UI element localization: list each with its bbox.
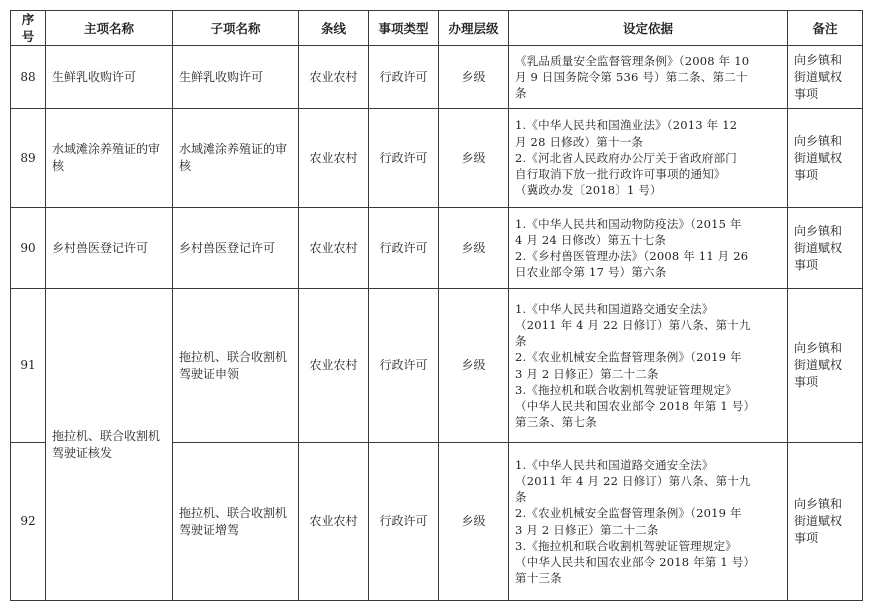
table-row [11, 46, 863, 109]
row-no: 89 [11, 109, 46, 208]
table-row [11, 289, 863, 443]
row-sub-item: 拖拉机、联合收割机驾驶证增驾 [173, 443, 299, 601]
row-level: 乡级 [439, 208, 509, 289]
row-level: 乡级 [439, 289, 509, 443]
row-sub-item: 水域滩涂养殖证的审核 [173, 109, 299, 208]
row-line: 农业农村 [299, 208, 369, 289]
row-line: 农业农村 [299, 46, 369, 109]
header-line: 条线 [299, 11, 369, 46]
row-main-item: 拖拉机、联合收割机驾驶证核发 [46, 289, 173, 601]
row-type: 行政许可 [369, 289, 439, 443]
row-basis: 1.《中华人民共和国道路交通安全法》 （2011 年 4 月 22 日修订）第八条、第十九 条 2.《农业机械安全监督管理条例》（2019 年 3 月 2 日修正）第二十二条 3.《拖拉机和联合收割机驾驶证管理规定》 （中华人民共和国农业部令 2018 年第 1 号） 第十三条 [509, 443, 788, 601]
row-type: 行政许可 [369, 208, 439, 289]
header-sub-item: 子项名称 [173, 11, 299, 46]
table-header-row [11, 11, 863, 46]
row-sub-item: 乡村兽医登记许可 [173, 208, 299, 289]
row-level: 乡级 [439, 46, 509, 109]
row-main-item: 水域滩涂养殖证的审核 [46, 109, 173, 208]
row-line: 农业农村 [299, 443, 369, 601]
row-no: 92 [11, 443, 46, 601]
table-row [11, 208, 863, 289]
row-type: 行政许可 [369, 443, 439, 601]
row-sub-item: 拖拉机、联合收割机驾驶证申领 [173, 289, 299, 443]
row-remark: 向乡镇和 街道赋权 事项 [788, 289, 863, 443]
permission-items-table [10, 10, 863, 601]
row-line: 农业农村 [299, 109, 369, 208]
header-type: 事项类型 [369, 11, 439, 46]
row-basis: 1.《中华人民共和国渔业法》（2013 年 12 月 28 日修改）第十一条 2.《河北省人民政府办公厅关于省政府部门 自行取消下放一批行政许可事项的通知》 （冀政办发〔2018〕1 号） [509, 109, 788, 208]
row-remark: 向乡镇和 街道赋权 事项 [788, 443, 863, 601]
header-no: 序号 [11, 11, 46, 46]
header-level: 办理层级 [439, 11, 509, 46]
row-level: 乡级 [439, 443, 509, 601]
row-remark: 向乡镇和 街道赋权 事项 [788, 109, 863, 208]
row-sub-item: 生鲜乳收购许可 [173, 46, 299, 109]
row-no: 90 [11, 208, 46, 289]
row-no: 88 [11, 46, 46, 109]
row-line: 农业农村 [299, 289, 369, 443]
header-remark: 备注 [788, 11, 863, 46]
row-basis: 《乳品质量安全监督管理条例》（2008 年 10 月 9 日国务院令第 536 号）第二条、第二十 条 [509, 46, 788, 109]
row-remark: 向乡镇和 街道赋权 事项 [788, 46, 863, 109]
table-row [11, 109, 863, 208]
row-no: 91 [11, 289, 46, 443]
row-type: 行政许可 [369, 46, 439, 109]
header-basis: 设定依据 [509, 11, 788, 46]
row-basis: 1.《中华人民共和国道路交通安全法》 （2011 年 4 月 22 日修订）第八条、第十九 条 2.《农业机械安全监督管理条例》（2019 年 3 月 2 日修正）第二十二条 3.《拖拉机和联合收割机驾驶证管理规定》 （中华人民共和国农业部令 2018 年第 1 号） 第三条、第七条 [509, 289, 788, 443]
row-main-item: 生鲜乳收购许可 [46, 46, 173, 109]
row-basis: 1.《中华人民共和国动物防疫法》（2015 年 4 月 24 日修改）第五十七条 2.《乡村兽医管理办法》（2008 年 11 月 26 日农业部令第 17 号）第六条 [509, 208, 788, 289]
row-type: 行政许可 [369, 109, 439, 208]
row-main-item: 乡村兽医登记许可 [46, 208, 173, 289]
header-main-item: 主项名称 [46, 11, 173, 46]
row-remark: 向乡镇和 街道赋权 事项 [788, 208, 863, 289]
row-level: 乡级 [439, 109, 509, 208]
